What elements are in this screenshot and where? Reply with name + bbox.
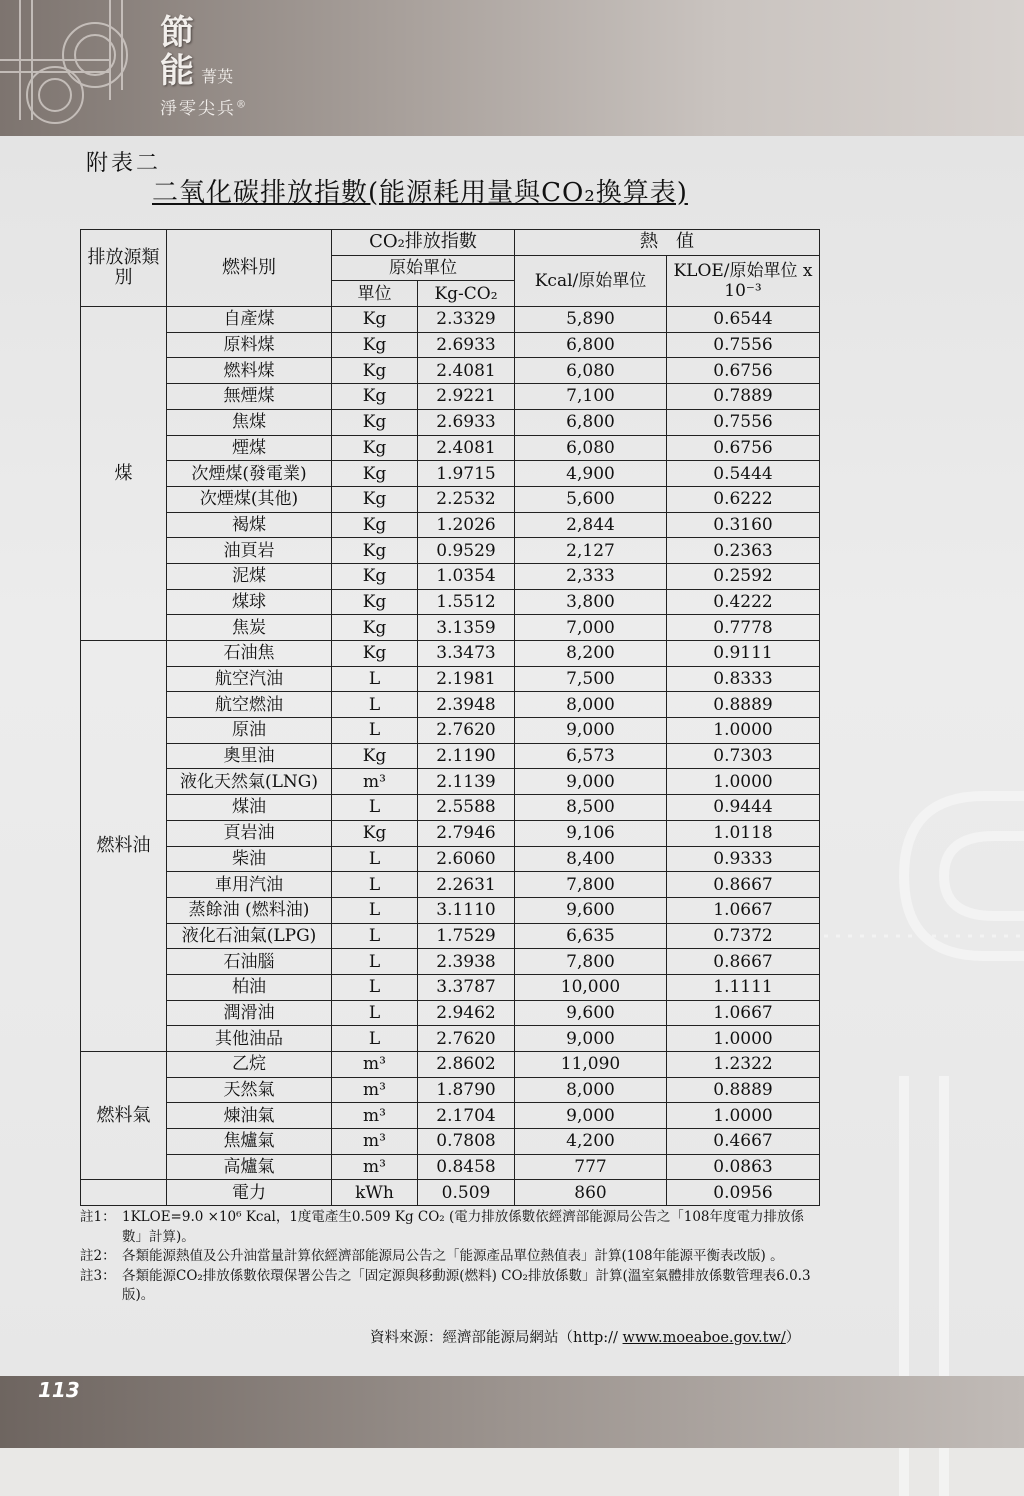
co2-cell: 2.2532 (418, 486, 515, 512)
fuel-cell: 煤球 (167, 589, 332, 615)
header-unit: 單位 (332, 281, 418, 307)
co2-cell: 2.1981 (418, 666, 515, 692)
co2-cell: 2.7620 (418, 718, 515, 744)
kloe-cell: 0.4667 (667, 1129, 820, 1155)
fuel-cell: 原料煤 (167, 332, 332, 358)
kcal-cell: 8,200 (515, 641, 667, 667)
fuel-cell: 液化天然氣(LNG) (167, 769, 332, 795)
kcal-cell: 8,500 (515, 795, 667, 821)
table-row (81, 307, 820, 333)
unit-cell: Kg (332, 384, 418, 410)
unit-cell: Kg (332, 486, 418, 512)
kcal-cell: 3,800 (515, 589, 667, 615)
kloe-cell: 1.2322 (667, 1052, 820, 1078)
logo (160, 14, 248, 119)
source-link[interactable]: www.moeaboe.gov.tw/ (622, 1330, 786, 1346)
kcal-cell: 9,600 (515, 897, 667, 923)
co2-cell: 2.4081 (418, 435, 515, 461)
kloe-cell: 0.3160 (667, 512, 820, 538)
co2-cell: 2.9221 (418, 384, 515, 410)
unit-cell: Kg (332, 589, 418, 615)
unit-cell: Kg (332, 332, 418, 358)
fuel-cell: 柏油 (167, 974, 332, 1000)
fuel-cell: 燃料煤 (167, 358, 332, 384)
table-row (81, 589, 820, 615)
fuel-cell: 原油 (167, 718, 332, 744)
unit-cell: L (332, 795, 418, 821)
category-cell: 燃料油 (81, 641, 167, 1052)
header-heat-value: 熱 值 (515, 230, 820, 256)
kcal-cell: 8,000 (515, 1077, 667, 1103)
unit-cell: kWh (332, 1180, 418, 1206)
unit-cell: L (332, 872, 418, 898)
fuel-cell: 航空汽油 (167, 666, 332, 692)
fuel-cell: 液化石油氣(LPG) (167, 923, 332, 949)
header-source-category: 排放源類別 (81, 230, 167, 307)
table-body (81, 230, 820, 1206)
kloe-cell: 1.0000 (667, 769, 820, 795)
co2-cell: 3.1359 (418, 615, 515, 641)
co2-cell: 1.7529 (418, 923, 515, 949)
note-3 (80, 1267, 820, 1306)
kcal-cell: 9,106 (515, 820, 667, 846)
note-1-label: 註1： (80, 1209, 116, 1225)
category-cell (81, 1180, 167, 1206)
table-row (81, 1154, 820, 1180)
kloe-cell: 0.7303 (667, 743, 820, 769)
co2-cell: 2.8602 (418, 1052, 515, 1078)
unit-cell: L (332, 718, 418, 744)
kloe-cell: 0.6222 (667, 486, 820, 512)
header-fuel: 燃料別 (167, 230, 332, 307)
fuel-cell: 航空燃油 (167, 692, 332, 718)
kloe-cell: 0.8889 (667, 1077, 820, 1103)
co2-cell: 0.9529 (418, 538, 515, 564)
co2-cell: 2.3329 (418, 307, 515, 333)
kcal-cell: 4,900 (515, 461, 667, 487)
unit-cell: L (332, 846, 418, 872)
fuel-cell: 柴油 (167, 846, 332, 872)
kcal-cell: 7,800 (515, 872, 667, 898)
logo-char-2: 能 (160, 51, 196, 91)
fuel-cell: 焦煤 (167, 409, 332, 435)
kcal-cell: 777 (515, 1154, 667, 1180)
source-citation (370, 1326, 800, 1347)
co2-cell: 3.1110 (418, 897, 515, 923)
co2-cell: 2.7620 (418, 1026, 515, 1052)
kcal-cell: 7,000 (515, 615, 667, 641)
kloe-cell: 1.0667 (667, 897, 820, 923)
kcal-cell: 9,600 (515, 1000, 667, 1026)
unit-cell: Kg (332, 435, 418, 461)
kloe-cell: 1.0000 (667, 718, 820, 744)
header-original-unit: 原始單位 (332, 255, 515, 281)
unit-cell: Kg (332, 461, 418, 487)
unit-cell: L (332, 1000, 418, 1026)
table-row (81, 974, 820, 1000)
table-row (81, 1103, 820, 1129)
fuel-cell: 無煙煤 (167, 384, 332, 410)
kcal-cell: 2,127 (515, 538, 667, 564)
fuel-cell: 次煙煤(發電業) (167, 461, 332, 487)
kcal-cell: 9,000 (515, 1103, 667, 1129)
appendix-label: 附表二 (86, 151, 162, 176)
co2-cell: 3.3787 (418, 974, 515, 1000)
kloe-cell: 0.6756 (667, 358, 820, 384)
table-row (81, 641, 820, 667)
unit-cell: Kg (332, 615, 418, 641)
table-row (81, 795, 820, 821)
kloe-cell: 0.2363 (667, 538, 820, 564)
kcal-cell: 9,000 (515, 718, 667, 744)
fuel-cell: 石油焦 (167, 641, 332, 667)
fuel-cell: 潤滑油 (167, 1000, 332, 1026)
fuel-cell: 乙烷 (167, 1052, 332, 1078)
kcal-cell: 2,844 (515, 512, 667, 538)
table-row (81, 1052, 820, 1078)
category-cell: 燃料氣 (81, 1052, 167, 1180)
co2-cell: 2.1704 (418, 1103, 515, 1129)
table-row (81, 949, 820, 975)
header-row-1 (81, 230, 820, 256)
kcal-cell: 6,635 (515, 923, 667, 949)
co2-cell: 2.6060 (418, 846, 515, 872)
kloe-cell: 0.5444 (667, 461, 820, 487)
table-row (81, 615, 820, 641)
kcal-cell: 6,080 (515, 358, 667, 384)
note-3-text: 各類能源CO₂排放係數依環保署公告之「固定源與移動源(燃料) CO₂排放係數」計算(溫室氣體排放係數管理表6.0.3版)。 (122, 1267, 811, 1303)
kcal-cell: 5,890 (515, 307, 667, 333)
table-row (81, 486, 820, 512)
co2-cell: 0.8458 (418, 1154, 515, 1180)
fuel-cell: 其他油品 (167, 1026, 332, 1052)
notes (80, 1208, 820, 1306)
kloe-cell: 0.8667 (667, 872, 820, 898)
unit-cell: L (332, 897, 418, 923)
co2-cell: 2.4081 (418, 358, 515, 384)
table-row (81, 563, 820, 589)
note-3-label: 註3： (80, 1267, 116, 1284)
unit-cell: Kg (332, 409, 418, 435)
kloe-cell: 0.4222 (667, 589, 820, 615)
kloe-cell: 0.8667 (667, 949, 820, 975)
unit-cell: m³ (332, 769, 418, 795)
unit-cell: L (332, 1026, 418, 1052)
unit-cell: m³ (332, 1077, 418, 1103)
fuel-cell: 蒸餘油 (燃料油) (167, 897, 332, 923)
kloe-cell: 1.1111 (667, 974, 820, 1000)
kloe-cell: 0.7556 (667, 409, 820, 435)
table-row (81, 923, 820, 949)
kcal-cell: 6,800 (515, 409, 667, 435)
fuel-cell: 煙煤 (167, 435, 332, 461)
fuel-cell: 天然氣 (167, 1077, 332, 1103)
kloe-cell: 0.8333 (667, 666, 820, 692)
co2-cell: 2.3948 (418, 692, 515, 718)
fuel-cell: 泥煤 (167, 563, 332, 589)
fuel-cell: 頁岩油 (167, 820, 332, 846)
header-kgco2: Kg-CO₂ (418, 281, 515, 307)
fuel-cell: 焦炭 (167, 615, 332, 641)
kcal-cell: 6,080 (515, 435, 667, 461)
co2-cell: 2.2631 (418, 872, 515, 898)
kcal-cell: 6,573 (515, 743, 667, 769)
kcal-cell: 6,800 (515, 332, 667, 358)
fuel-cell: 自產煤 (167, 307, 332, 333)
table-row (81, 461, 820, 487)
table-row (81, 332, 820, 358)
fuel-cell: 車用汽油 (167, 872, 332, 898)
table-row (81, 1129, 820, 1155)
table-row (81, 1000, 820, 1026)
header-kcal: Kcal/原始單位 (515, 255, 667, 306)
unit-cell: L (332, 974, 418, 1000)
co2-conversion-table (80, 229, 820, 1206)
fuel-cell: 煉油氣 (167, 1103, 332, 1129)
page-number: 113 (38, 1378, 80, 1402)
fuel-cell: 油頁岩 (167, 538, 332, 564)
footer-band (0, 1376, 1024, 1448)
co2-cell: 2.7946 (418, 820, 515, 846)
fuel-cell: 電力 (167, 1180, 332, 1206)
header-co2-index: CO₂排放指數 (332, 230, 515, 256)
kloe-cell: 0.7372 (667, 923, 820, 949)
kcal-cell: 7,100 (515, 384, 667, 410)
fuel-cell: 高爐氣 (167, 1154, 332, 1180)
fuel-cell: 石油腦 (167, 949, 332, 975)
table-row (81, 666, 820, 692)
table-row (81, 872, 820, 898)
kcal-cell: 8,000 (515, 692, 667, 718)
kloe-cell: 0.0863 (667, 1154, 820, 1180)
fuel-cell: 焦爐氣 (167, 1129, 332, 1155)
kloe-cell: 0.7778 (667, 615, 820, 641)
kloe-cell: 0.7556 (667, 332, 820, 358)
kloe-cell: 0.9333 (667, 846, 820, 872)
kcal-cell: 7,500 (515, 666, 667, 692)
kloe-cell: 0.9444 (667, 795, 820, 821)
unit-cell: Kg (332, 820, 418, 846)
table-row (81, 409, 820, 435)
co2-cell: 0.7808 (418, 1129, 515, 1155)
unit-cell: m³ (332, 1052, 418, 1078)
kcal-cell: 2,333 (515, 563, 667, 589)
logo-subtitle: 菁英 (201, 67, 234, 86)
table-row (81, 512, 820, 538)
co2-cell: 2.6933 (418, 332, 515, 358)
kloe-cell: 0.9111 (667, 641, 820, 667)
co2-cell: 2.1139 (418, 769, 515, 795)
kloe-cell: 0.6544 (667, 307, 820, 333)
unit-cell: m³ (332, 1154, 418, 1180)
unit-cell: Kg (332, 358, 418, 384)
co2-cell: 1.2026 (418, 512, 515, 538)
co2-cell: 1.0354 (418, 563, 515, 589)
kcal-cell: 860 (515, 1180, 667, 1206)
fuel-cell: 褐煤 (167, 512, 332, 538)
unit-cell: Kg (332, 538, 418, 564)
kloe-cell: 0.6756 (667, 435, 820, 461)
table-row (81, 1077, 820, 1103)
co2-cell: 2.6933 (418, 409, 515, 435)
note-2 (80, 1247, 820, 1267)
kcal-cell: 5,600 (515, 486, 667, 512)
unit-cell: L (332, 949, 418, 975)
unit-cell: Kg (332, 563, 418, 589)
unit-cell: m³ (332, 1103, 418, 1129)
note-1-text: 1KLOE=9.0 ×10⁶ Kcal，1度電產生0.509 Kg CO₂ (電力排放係數依經濟部能源局公告之「108年度電力排放係數」計算)。 (122, 1209, 805, 1245)
kcal-cell: 10,000 (515, 974, 667, 1000)
co2-cell: 2.1190 (418, 743, 515, 769)
note-2-label: 註2： (80, 1248, 116, 1264)
kloe-cell: 0.7889 (667, 384, 820, 410)
table-row (81, 1026, 820, 1052)
kcal-cell: 4,200 (515, 1129, 667, 1155)
co2-cell: 2.3938 (418, 949, 515, 975)
logo-trademark: ® (236, 99, 248, 111)
kloe-cell: 0.0956 (667, 1180, 820, 1206)
unit-cell: Kg (332, 512, 418, 538)
table-row (81, 538, 820, 564)
table-row (81, 1180, 820, 1206)
unit-cell: m³ (332, 1129, 418, 1155)
logo-swirl-icon (0, 0, 160, 136)
unit-cell: L (332, 692, 418, 718)
kloe-cell: 0.2592 (667, 563, 820, 589)
table-row (81, 820, 820, 846)
co2-cell: 1.9715 (418, 461, 515, 487)
table-row (81, 718, 820, 744)
table-row (81, 743, 820, 769)
kcal-cell: 11,090 (515, 1052, 667, 1078)
co2-cell: 0.509 (418, 1180, 515, 1206)
header-kloe: KLOE/原始單位 x 10⁻³ (667, 255, 820, 306)
kloe-cell: 1.0118 (667, 820, 820, 846)
logo-slogan: 淨零尖兵 (160, 99, 236, 119)
source-suffix: ） (785, 1330, 801, 1346)
table-row (81, 435, 820, 461)
table-row (81, 897, 820, 923)
kcal-cell: 8,400 (515, 846, 667, 872)
fuel-cell: 奧里油 (167, 743, 332, 769)
table-row (81, 358, 820, 384)
kloe-cell: 1.0667 (667, 1000, 820, 1026)
table-row (81, 692, 820, 718)
kloe-cell: 1.0000 (667, 1103, 820, 1129)
note-1 (80, 1208, 820, 1247)
kcal-cell: 7,800 (515, 949, 667, 975)
kloe-cell: 0.8889 (667, 692, 820, 718)
unit-cell: Kg (332, 641, 418, 667)
logo-char-1: 節 (160, 13, 196, 53)
co2-cell: 1.5512 (418, 589, 515, 615)
page-title: 二氧化碳排放指數(能源耗用量與CO₂換算表) (152, 178, 688, 208)
kloe-cell: 1.0000 (667, 1026, 820, 1052)
unit-cell: Kg (332, 307, 418, 333)
note-2-text: 各類能源熱值及公升油當量計算依經濟部能源局公告之「能源產品單位熱值表」計算(108年能源平衡表改版) 。 (122, 1248, 784, 1264)
header-band (0, 0, 1024, 136)
unit-cell: Kg (332, 743, 418, 769)
co2-cell: 3.3473 (418, 641, 515, 667)
co2-cell: 2.9462 (418, 1000, 515, 1026)
fuel-cell: 次煙煤(其他) (167, 486, 332, 512)
co2-cell: 1.8790 (418, 1077, 515, 1103)
source-label: 資料來源：經濟部能源局網站（http:// (370, 1330, 623, 1346)
table-row (81, 384, 820, 410)
unit-cell: L (332, 666, 418, 692)
unit-cell: L (332, 923, 418, 949)
kcal-cell: 9,000 (515, 1026, 667, 1052)
kcal-cell: 9,000 (515, 769, 667, 795)
table-row (81, 846, 820, 872)
fuel-cell: 煤油 (167, 795, 332, 821)
co2-cell: 2.5588 (418, 795, 515, 821)
category-cell: 煤 (81, 307, 167, 641)
table-row (81, 769, 820, 795)
